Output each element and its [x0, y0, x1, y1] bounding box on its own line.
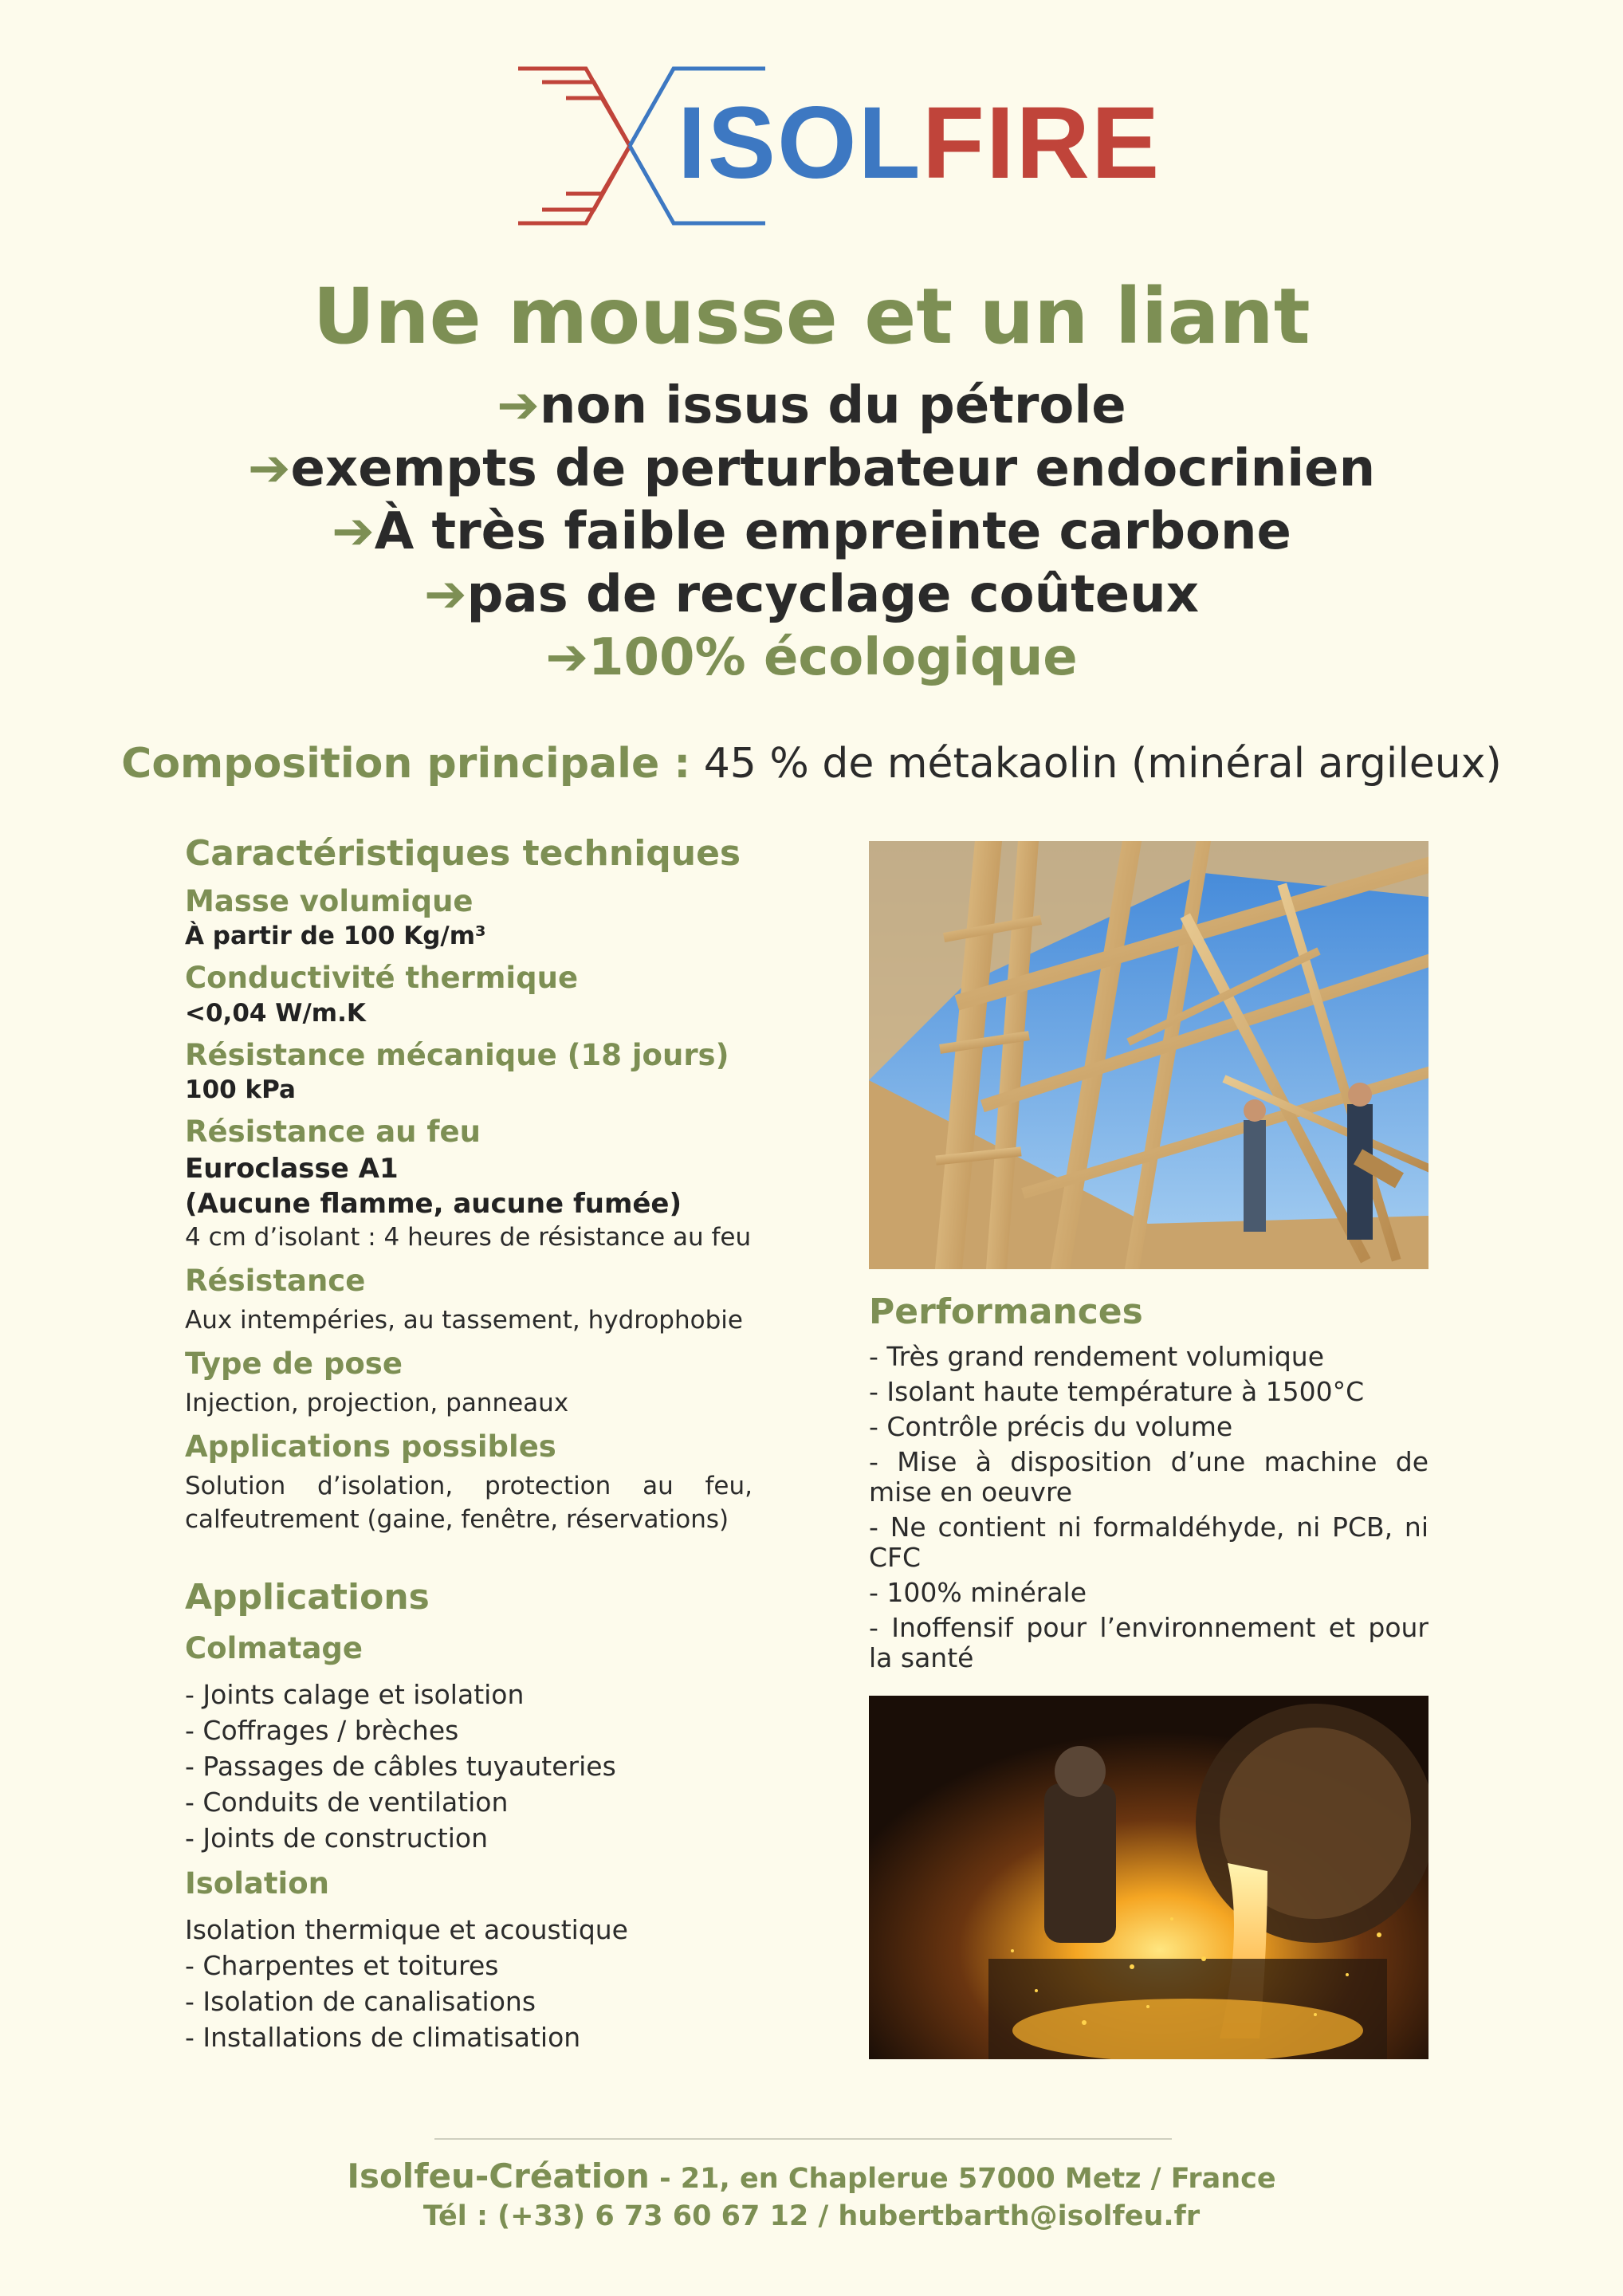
list-item: - Coffrages / brèches — [185, 1715, 459, 1747]
benefit-list — [0, 375, 1623, 690]
meca-title: Résistance mécanique (18 jours) — [185, 1037, 729, 1072]
list-item: - Isolation de canalisations — [185, 1986, 536, 2018]
list-item: - Passages de câbles tuyauteries — [185, 1751, 616, 1783]
benefit-text: pas de recyclage coûteux — [466, 565, 1199, 624]
footer-divider — [434, 2138, 1172, 2140]
footer-address: - 21, en Chaplerue 57000 Metz / France — [649, 2163, 1276, 2195]
right-column — [869, 841, 1428, 2059]
isolation-list — [185, 1912, 753, 2055]
arrow-right-icon: ➔ — [545, 628, 588, 687]
benefit-item — [0, 627, 1623, 690]
arrow-right-icon: ➔ — [247, 439, 291, 498]
footer — [0, 2156, 1623, 2232]
footer-company: Isolfeu-Création — [347, 2156, 650, 2196]
logo-wordmark-isol: ISOL — [678, 86, 922, 200]
masse-title: Masse volumique — [185, 883, 474, 918]
composition-label: Composition principale : — [121, 740, 691, 788]
resistance-text: Aux intempéries, au tassement, hydrophobie — [185, 1306, 743, 1335]
left-column — [185, 833, 753, 2055]
list-item: Isolation thermique et acoustique — [185, 1914, 628, 1946]
logo-wordmark-fire: FIRE — [922, 86, 1161, 200]
conductivite-title: Conductivité thermique — [185, 961, 579, 996]
benefit-item — [0, 564, 1623, 627]
colmatage-title: Colmatage — [185, 1630, 364, 1665]
benefit-text: À très faible empreinte carbone — [374, 502, 1291, 561]
list-item: - Installations de climatisation — [185, 2022, 581, 2054]
isolfire-logo — [510, 62, 1161, 230]
benefit-text: non issus du pétrole — [539, 376, 1126, 435]
list-item: - Joints calage et isolation — [185, 1679, 525, 1711]
list-item: - Mise à disposition d’une machine de mise en oeuvre — [869, 1445, 1428, 1508]
roof-framing-photo — [869, 841, 1428, 1269]
performances-title: Performances — [869, 1292, 1143, 1332]
logo-wordmark — [678, 86, 1161, 200]
benefit-item — [0, 501, 1623, 564]
footer-contact: Tél : (+33) 6 73 60 67 12 / hubertbarth@isolfeu.fr — [422, 2200, 1201, 2232]
benefit-item — [0, 375, 1623, 438]
arrow-right-icon: ➔ — [497, 376, 540, 435]
isolation-title: Isolation — [185, 1866, 329, 1901]
colmatage-list — [185, 1677, 753, 1856]
app-possible-text: Solution d’isolation, protection au feu, calfeutrement (gaine, fenêtre, réservations) — [185, 1472, 753, 1535]
pose-text: Injection, projection, panneaux — [185, 1389, 569, 1418]
headline: Une mousse et un liant — [312, 272, 1311, 361]
feu-title: Résistance au feu — [185, 1115, 481, 1150]
resistance-title: Résistance — [185, 1263, 366, 1298]
composition — [0, 740, 1623, 788]
applications-title: Applications — [185, 1577, 430, 1618]
performances-list — [869, 1342, 1428, 1673]
tech-section-title: Caractéristiques techniques — [185, 833, 741, 874]
meca-value: 100 kPa — [185, 1075, 296, 1105]
arrow-right-icon: ➔ — [424, 565, 467, 624]
list-item: - 100% minérale — [869, 1576, 1087, 1608]
app-possible-title: Applications possibles — [185, 1429, 556, 1464]
benefit-text: exempts de perturbateur endocrinien — [290, 439, 1376, 498]
pose-title: Type de pose — [185, 1347, 403, 1381]
foundry-photo — [869, 1696, 1428, 2059]
list-item: - Isolant haute température à 1500°C — [869, 1375, 1365, 1407]
feu-value-1: Euroclasse A1 — [185, 1152, 399, 1185]
list-item: - Inoffensif pour l’environnement et pour la santé — [869, 1611, 1428, 1673]
list-item: - Charpentes et toitures — [185, 1950, 499, 1982]
conductivite-value: <0,04 W/m.K — [185, 998, 366, 1028]
arrow-right-icon: ➔ — [332, 502, 375, 561]
list-item: - Très grand rendement volumique — [869, 1340, 1325, 1372]
composition-value: 45 % de métakaolin (minéral argileux) — [703, 740, 1502, 788]
masse-value: À partir de 100 Kg/m³ — [185, 922, 486, 951]
benefit-item — [0, 438, 1623, 501]
benefit-text: 100% écologique — [588, 628, 1078, 687]
list-item: - Ne contient ni formaldéhyde, ni PCB, ni CFC — [869, 1511, 1428, 1573]
list-item: - Conduits de ventilation — [185, 1787, 509, 1818]
feu-value-2: (Aucune flamme, aucune fumée) — [185, 1187, 682, 1220]
list-item: - Contrôle précis du volume — [869, 1410, 1233, 1442]
list-item: - Joints de construction — [185, 1822, 488, 1854]
feu-text: 4 cm d’isolant : 4 heures de résistance au feu — [185, 1223, 752, 1252]
